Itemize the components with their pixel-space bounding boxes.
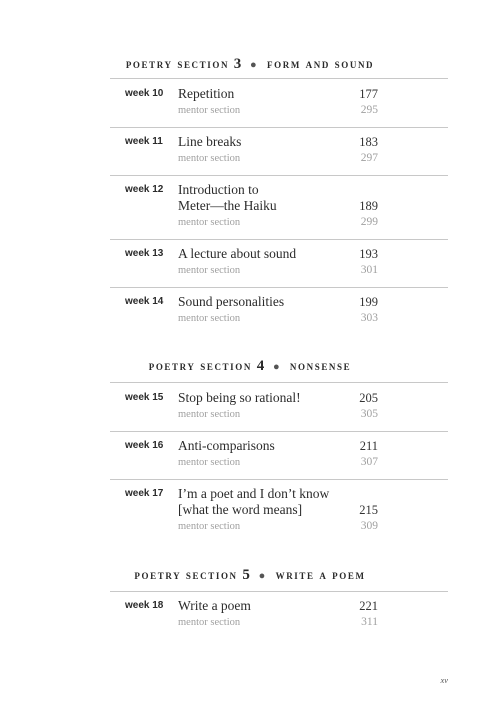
divider: [110, 78, 448, 79]
entry-title[interactable]: Introduction to: [178, 182, 259, 197]
entry-title[interactable]: Write a poem: [178, 598, 251, 613]
bullet-icon: ●: [258, 570, 267, 582]
week-label: week 18: [125, 600, 164, 611]
mentor-label[interactable]: mentor section: [178, 457, 241, 468]
week-label: week 13: [125, 248, 164, 259]
mentor-label[interactable]: mentor section: [178, 617, 241, 628]
divider: [110, 382, 448, 383]
entry-title[interactable]: Stop being so rational!: [178, 390, 301, 405]
mentor-label[interactable]: mentor section: [178, 153, 241, 164]
week-label: week 12: [125, 184, 164, 195]
entry-title[interactable]: Repetition: [178, 86, 235, 101]
mentor-page-number: 297: [360, 152, 378, 164]
page-number: 205: [359, 391, 378, 405]
divider: [110, 591, 448, 592]
entry-title[interactable]: I’m a poet and I don’t know: [178, 486, 330, 501]
week-label: week 16: [125, 440, 164, 451]
entry-title[interactable]: A lecture about sound: [178, 246, 297, 261]
mentor-page-number: 307: [360, 456, 378, 468]
page-number: 215: [359, 503, 378, 517]
section-label: poetry section: [148, 359, 252, 373]
section-number: 5: [242, 567, 250, 583]
mentor-page-number: 299: [360, 216, 378, 228]
week-label: week 17: [125, 488, 164, 499]
page-number: 199: [359, 295, 378, 309]
week-label: week 14: [125, 296, 164, 307]
week-label: week 10: [125, 88, 164, 99]
divider: [110, 127, 448, 128]
section-number: 3: [233, 56, 242, 72]
divider: [110, 175, 448, 176]
section-label: poetry section: [134, 568, 238, 582]
mentor-label[interactable]: mentor section: [178, 217, 241, 228]
mentor-label[interactable]: mentor section: [178, 265, 241, 276]
section-heading: [0, 56, 500, 73]
mentor-page-number: 305: [360, 408, 378, 420]
page-folio: xv: [440, 675, 448, 685]
page-number: 189: [359, 199, 378, 213]
bullet-icon: ●: [272, 361, 282, 373]
section-number: 4: [256, 358, 265, 374]
page-number: 193: [359, 247, 378, 261]
mentor-page-number: 309: [360, 520, 378, 532]
mentor-label[interactable]: mentor section: [178, 409, 241, 420]
entry-title-line2[interactable]: Meter—the Haiku: [178, 198, 277, 213]
divider: [110, 479, 448, 480]
section-name: form and sound: [267, 57, 375, 71]
divider: [110, 431, 448, 432]
section-heading: [0, 567, 500, 584]
week-label: week 11: [125, 136, 163, 147]
section-heading: [0, 358, 500, 375]
mentor-page-number: 303: [360, 312, 378, 324]
page-number: 177: [359, 87, 378, 101]
week-label: week 15: [125, 392, 164, 403]
mentor-label[interactable]: mentor section: [178, 521, 241, 532]
mentor-label[interactable]: mentor section: [178, 313, 241, 324]
page-number: 211: [359, 439, 378, 453]
section-name: nonsense: [289, 359, 352, 373]
entry-title[interactable]: Line breaks: [178, 134, 242, 149]
entry-title[interactable]: Sound personalities: [178, 294, 285, 309]
mentor-page-number: 311: [361, 616, 378, 628]
section-name: write a poem: [275, 568, 366, 582]
mentor-page-number: 295: [360, 104, 378, 116]
bullet-icon: ●: [250, 59, 259, 71]
page-number: 221: [359, 599, 378, 613]
entry-title-line2[interactable]: [what the word means]: [178, 502, 303, 517]
mentor-page-number: 301: [360, 264, 378, 276]
section-label: poetry section: [125, 57, 230, 71]
mentor-label[interactable]: mentor section: [178, 105, 241, 116]
divider: [110, 239, 448, 240]
entry-title[interactable]: Anti-comparisons: [178, 438, 275, 453]
page-number: 183: [359, 135, 378, 149]
divider: [110, 287, 448, 288]
